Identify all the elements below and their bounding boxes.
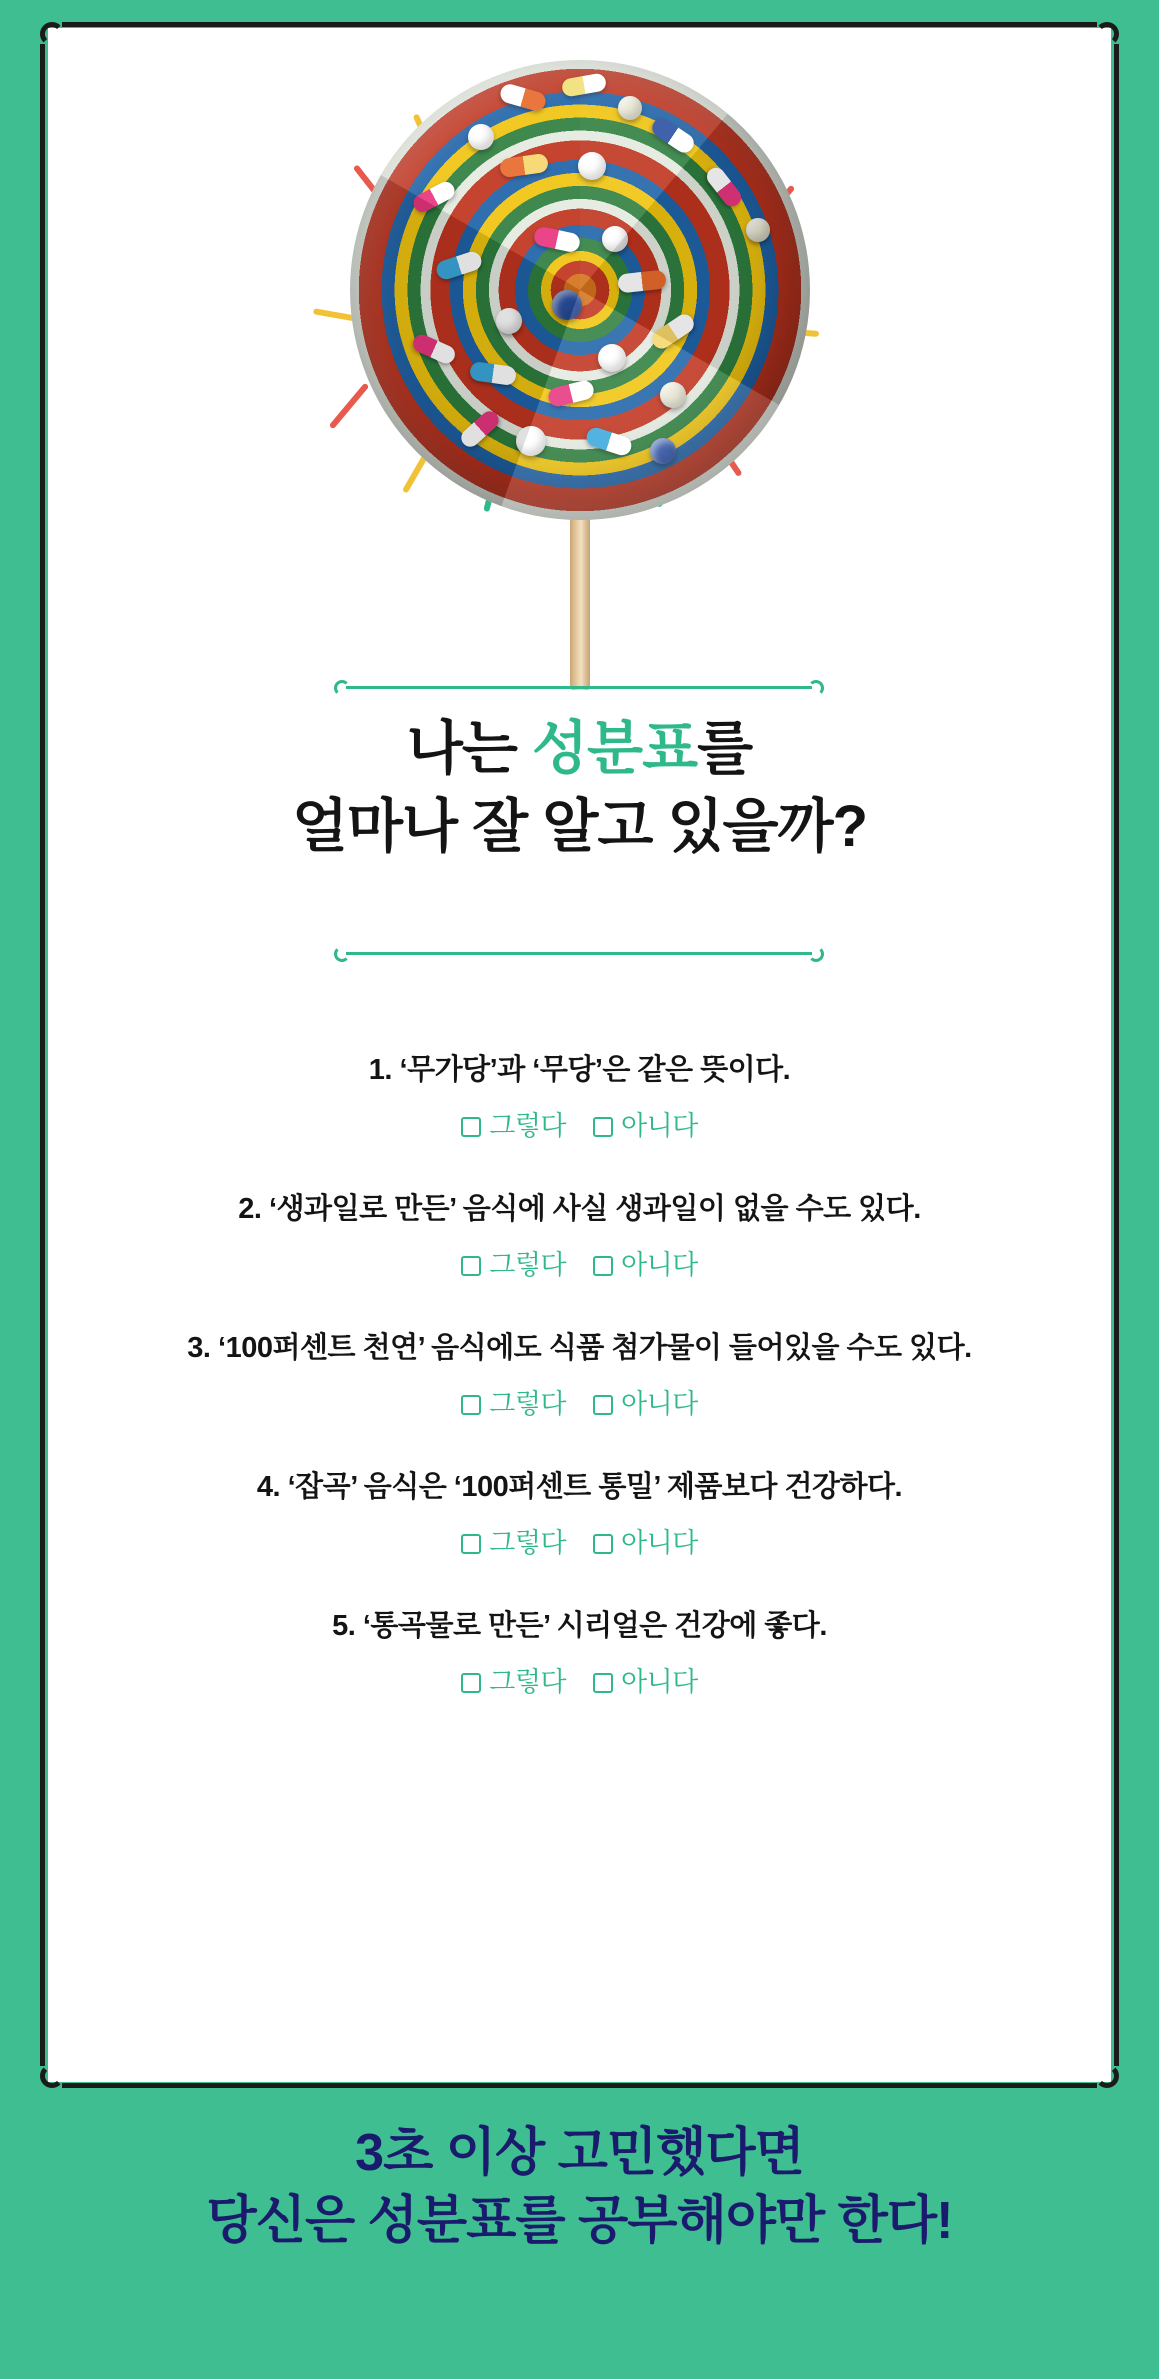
quiz-option-yes[interactable] bbox=[461, 1104, 566, 1143]
quiz-options bbox=[48, 1104, 1111, 1143]
quiz-option-yes-label: 그렇다 bbox=[489, 1111, 566, 1141]
frame-right-bar bbox=[1114, 44, 1119, 2066]
divider-hook-right-icon bbox=[808, 946, 824, 962]
checkbox-icon[interactable] bbox=[461, 1117, 481, 1137]
capsule-icon bbox=[498, 82, 547, 113]
checkbox-icon[interactable] bbox=[593, 1117, 613, 1137]
quiz-option-no-label: 아니다 bbox=[621, 1250, 698, 1280]
capsule-icon bbox=[560, 72, 606, 97]
tablet-icon bbox=[552, 290, 582, 320]
quiz-option-no-label: 아니다 bbox=[621, 1667, 698, 1697]
quiz-list bbox=[48, 1050, 1111, 1745]
checkbox-icon[interactable] bbox=[461, 1534, 481, 1554]
divider-line bbox=[346, 952, 812, 955]
quiz-options bbox=[48, 1521, 1111, 1560]
quiz-question-number: 3. bbox=[187, 1332, 211, 1364]
quiz-question-number: 1. bbox=[368, 1054, 392, 1086]
quiz-option-yes[interactable] bbox=[461, 1660, 566, 1699]
divider-top bbox=[334, 680, 824, 702]
quiz-option-no[interactable] bbox=[593, 1243, 698, 1282]
page-title bbox=[48, 710, 1111, 866]
lollipop-candy-swirl bbox=[350, 60, 810, 520]
quiz-option-no[interactable] bbox=[593, 1104, 698, 1143]
quiz-option-no[interactable] bbox=[593, 1382, 698, 1421]
frame-left-bar bbox=[40, 44, 45, 2066]
lollipop-stick bbox=[570, 490, 590, 690]
tablet-icon bbox=[578, 152, 606, 180]
quiz-option-yes[interactable] bbox=[461, 1382, 566, 1421]
footer-line-2: 당신은 성분표를 공부해야만 한다! bbox=[206, 2192, 953, 2250]
capsule-icon bbox=[703, 164, 744, 210]
quiz-option-yes[interactable] bbox=[461, 1243, 566, 1282]
frame-bottom-bar bbox=[62, 2083, 1097, 2088]
quiz-option-no-label: 아니다 bbox=[621, 1389, 698, 1419]
quiz-question-text bbox=[48, 1606, 1111, 1646]
headline-line-1 bbox=[48, 710, 1111, 788]
quiz-options bbox=[48, 1243, 1111, 1282]
capsule-icon bbox=[434, 249, 484, 281]
capsule-icon bbox=[532, 225, 581, 253]
quiz-item bbox=[48, 1467, 1111, 1560]
tablet-icon bbox=[468, 124, 494, 150]
checkbox-icon[interactable] bbox=[593, 1673, 613, 1693]
headline-accent: 성분표 bbox=[532, 716, 698, 781]
quiz-question-text bbox=[48, 1050, 1111, 1090]
capsule-icon bbox=[410, 332, 458, 366]
tablet-icon bbox=[496, 308, 522, 334]
checkbox-icon[interactable] bbox=[461, 1673, 481, 1693]
checkbox-icon[interactable] bbox=[593, 1395, 613, 1415]
headline-line-2: 얼마나 잘 알고 있을까? bbox=[291, 794, 868, 859]
checkbox-icon[interactable] bbox=[461, 1395, 481, 1415]
quiz-question-number: 5. bbox=[332, 1610, 356, 1642]
lollipop-illustration bbox=[48, 40, 1111, 680]
quiz-question-body: ‘100퍼센트 천연’ 음식에도 식품 첨가물이 들어있을 수도 있다. bbox=[218, 1332, 972, 1364]
tablet-icon bbox=[618, 96, 642, 120]
quiz-option-yes-label: 그렇다 bbox=[489, 1389, 566, 1419]
capsule-icon bbox=[498, 153, 548, 178]
footer-line-1: 3초 이상 고민했다면 bbox=[355, 2124, 804, 2182]
quiz-item bbox=[48, 1189, 1111, 1282]
quiz-option-no-label: 아니다 bbox=[621, 1528, 698, 1558]
capsule-icon bbox=[457, 408, 502, 451]
quiz-option-no[interactable] bbox=[593, 1660, 698, 1699]
quiz-options bbox=[48, 1382, 1111, 1421]
quiz-option-yes-label: 그렇다 bbox=[489, 1528, 566, 1558]
ray-icon bbox=[328, 383, 369, 430]
checkbox-icon[interactable] bbox=[593, 1534, 613, 1554]
quiz-question-body: ‘잡곡’ 음식은 ‘100퍼센트 통밀’ 제품보다 건강하다. bbox=[287, 1471, 903, 1503]
footer-message bbox=[0, 2120, 1159, 2256]
tablet-icon bbox=[650, 438, 676, 464]
quiz-option-yes-label: 그렇다 bbox=[489, 1667, 566, 1697]
tablet-icon bbox=[598, 344, 626, 372]
quiz-question-number: 4. bbox=[256, 1471, 281, 1503]
quiz-question-text bbox=[48, 1467, 1111, 1507]
frame-top-bar bbox=[62, 22, 1097, 27]
quiz-question-body: ‘통곡물로 만든’ 시리얼은 건강에 좋다. bbox=[362, 1610, 827, 1642]
divider-line bbox=[346, 686, 812, 689]
quiz-question-text bbox=[48, 1328, 1111, 1368]
tablet-icon bbox=[602, 226, 628, 252]
capsule-icon bbox=[546, 379, 595, 409]
lollipop-graphic bbox=[320, 60, 840, 680]
quiz-question-body: ‘무가당’과 ‘무당’은 같은 뜻이다. bbox=[399, 1054, 791, 1086]
tablet-icon bbox=[516, 426, 546, 456]
checkbox-icon[interactable] bbox=[593, 1256, 613, 1276]
tablet-icon bbox=[746, 218, 770, 242]
quiz-item bbox=[48, 1606, 1111, 1699]
quiz-option-yes-label: 그렇다 bbox=[489, 1250, 566, 1280]
quiz-options bbox=[48, 1660, 1111, 1699]
quiz-option-no[interactable] bbox=[593, 1521, 698, 1560]
quiz-question-text bbox=[48, 1189, 1111, 1229]
capsule-icon bbox=[648, 115, 697, 156]
divider-bottom bbox=[334, 946, 824, 968]
divider-hook-right-icon bbox=[808, 680, 824, 696]
quiz-item bbox=[48, 1328, 1111, 1421]
capsule-icon bbox=[617, 270, 667, 294]
capsule-icon bbox=[468, 361, 516, 386]
headline-line-1-after: 를 bbox=[697, 716, 753, 781]
capsule-icon bbox=[584, 425, 634, 457]
capsule-icon bbox=[648, 311, 697, 352]
capsule-icon bbox=[410, 179, 457, 216]
quiz-question-number: 2. bbox=[238, 1193, 262, 1225]
quiz-item bbox=[48, 1050, 1111, 1143]
headline-line-1-before: 나는 bbox=[406, 716, 533, 781]
quiz-question-body: ‘생과일로 만든’ 음식에 사실 생과일이 없을 수도 있다. bbox=[268, 1193, 921, 1225]
quiz-option-no-label: 아니다 bbox=[621, 1111, 698, 1141]
tablet-icon bbox=[660, 382, 686, 408]
checkbox-icon[interactable] bbox=[461, 1256, 481, 1276]
quiz-option-yes[interactable] bbox=[461, 1521, 566, 1560]
